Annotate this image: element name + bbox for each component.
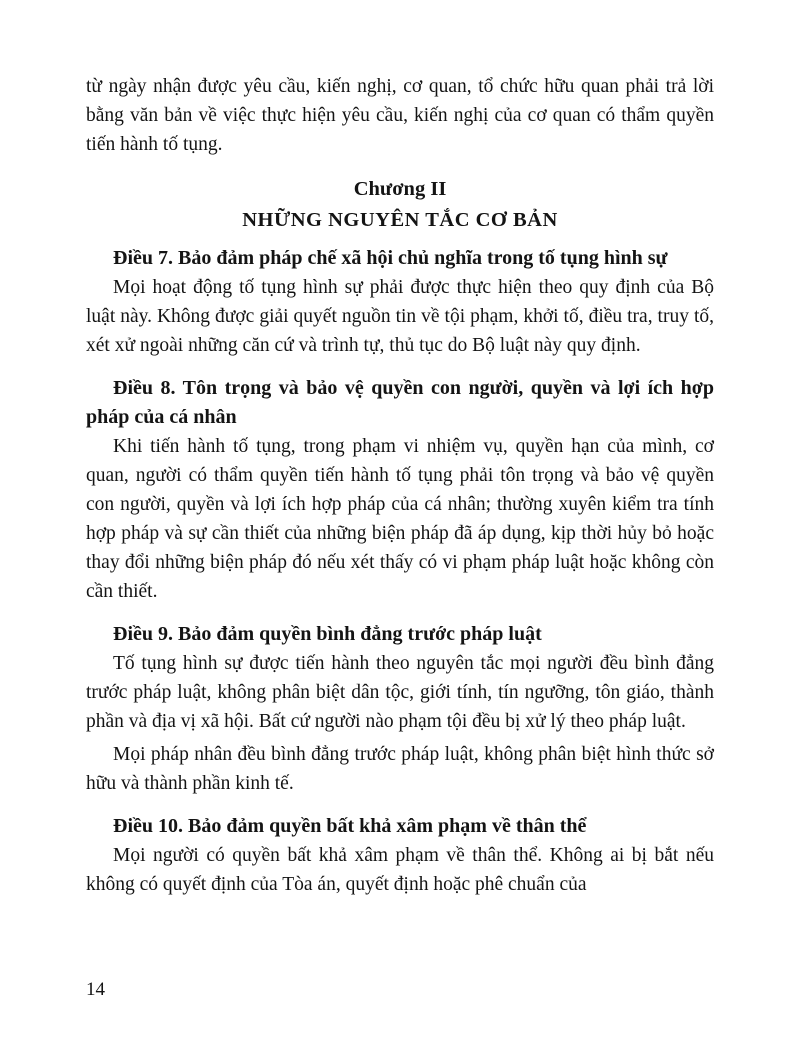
- article-8-paragraph-1: Khi tiến hành tố tụng, trong phạm vi nhiệm vụ, quyền hạn của mình, cơ quan, người có thẩm quyền tiến hành tố tụng phải tôn trọng và bảo vệ quyền con người, quyền và lợi ích hợp pháp của cá nhân; thường xuyên kiểm tra tính hợp pháp và sự cần thiết của những biện pháp đã áp dụng, kịp thời hủy bỏ hoặc thay đổi những biện pháp đó nếu xét thấy có vi phạm pháp luật hoặc không còn cần thiết.: [86, 436, 714, 602]
- article-7-paragraph-1: Mọi hoạt động tố tụng hình sự phải được thực hiện theo quy định của Bộ luật này. Không được giải quyết nguồn tin về tội phạm, khởi tố, điều tra, truy tố, xét xử ngoài những căn cứ và trình tự, thủ tục do Bộ luật này quy định.: [86, 277, 714, 356]
- intro-paragraph: từ ngày nhận được yêu cầu, kiến nghị, cơ quan, tổ chức hữu quan phải trả lời bằng văn bản về việc thực hiện yêu cầu, kiến nghị của cơ quan có thẩm quyền tiến hành tố tụng.: [86, 76, 714, 155]
- page-number: 14: [86, 979, 105, 1000]
- article-10-heading: Điều 10. Bảo đảm quyền bất khả xâm phạm về thân thể: [113, 815, 587, 837]
- article-7-heading: Điều 7. Bảo đảm pháp chế xã hội chủ nghĩa trong tố tụng hình sự: [113, 247, 668, 269]
- article-10-paragraph-1: Mọi người có quyền bất khả xâm phạm về thân thể. Không ai bị bắt nếu không có quyết định của Tòa án, quyết định hoặc phê chuẩn của: [86, 845, 714, 895]
- chapter-number: Chương II: [353, 178, 447, 200]
- article-9-heading: Điều 9. Bảo đảm quyền bình đẳng trước pháp luật: [113, 623, 542, 645]
- article-8-heading: Điều 8. Tôn trọng và bảo vệ quyền con người, quyền và lợi ích hợp pháp của cá nhân: [86, 377, 714, 428]
- document-page: [86, 72, 714, 899]
- article-9-paragraph-1: Tố tụng hình sự được tiến hành theo nguyên tắc mọi người đều bình đẳng trước pháp luật, không phân biệt dân tộc, giới tính, tín ngưỡng, tôn giáo, thành phần và địa vị xã hội. Bất cứ người nào phạm tội đều bị xử lý theo pháp luật.: [86, 653, 714, 732]
- chapter-title: NHỮNG NGUYÊN TẮC CƠ BẢN: [242, 209, 558, 231]
- article-9-paragraph-2: Mọi pháp nhân đều bình đẳng trước pháp luật, không phân biệt hình thức sở hữu và thành phần kinh tế.: [86, 744, 714, 794]
